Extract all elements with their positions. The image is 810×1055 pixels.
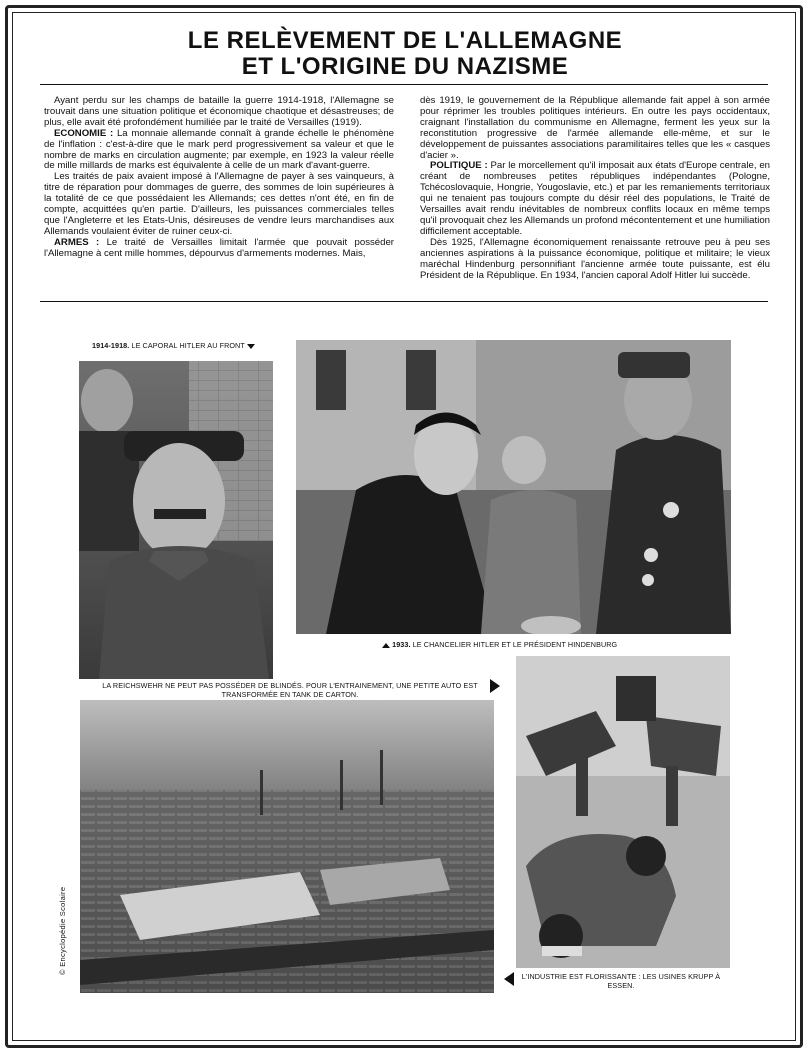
- paragraph-armes: [44, 238, 394, 260]
- paragraph-armee: dès 1919, le gouvernement de la République allemande fait appel à son armée pour réprimer les troubles politiques intérieurs. En outre les pays occidentaux, craignant l'installation du communisme en Allemagne, ferment les yeux sur la reconstitution progressive de l'armée allemande elle-même, et sur le développement de puissantes associations paramilitaires telles que les « casques d'acier ».: [420, 95, 770, 161]
- text-column-left: [44, 96, 394, 260]
- caption-chancelier-text: LE CHANCELIER HITLER ET LE PRÉSIDENT HINDENBURG: [410, 640, 618, 649]
- triangle-up-icon: [382, 643, 390, 648]
- paragraph-politique: [420, 161, 770, 237]
- photo-hitler-hindenburg: [296, 340, 731, 634]
- armes-text: Le traité de Versailles limitait l'armée que pouvait posséder l'Allemagne à cent mille hommes, dépourvus d'armements modernes. Mais,: [44, 236, 395, 259]
- economie-text: La monnaie allemande connaît à grande échelle le phénomène de l'inflation : c'est-à-dire que le mark perd progressivement sa valeur et que le nombre de marks en circulation augmente; par exemple, en 1923 la valeur réelle de mille millards de marks est équivalente à celle de un mark d'avant-guerre.: [44, 127, 394, 172]
- photo-tank-de-carton: [516, 656, 730, 968]
- paragraph-intro: Ayant perdu sur les champs de bataille la guerre 1914-1918, l'Allemagne se trouvait dans une situation politique et économique chaotique et désastreuses; de plus, elle avait été profondément humiliée par le traité de Versailles (1919).: [44, 95, 394, 128]
- paragraph-1925: Dès 1925, l'Allemagne économiquement renaissante retrouve peu à peu ses anciennes aspirations à la puissance économique, politique et militaire; le vieux maréchal Hindenburg personnifiant l'ancienne armée toute puissante, est élu Président de la République. En 1934, l'ancien caporal Adolf Hitler lui succède.: [420, 236, 770, 281]
- text-bottom-rule: [40, 301, 768, 302]
- politique-text: Par le morcellement qu'il imposait aux états d'Europe centrale, en créant de nombreuses petites républiques indépendantes (Pologne, Tchécoslovaquie, Hongrie, Yougoslavie, etc.) et par les remaniements territoriaux qui ne tenaient pas toujours compte du désir réel des populations, le Traité de Versailles avait rendu inévitables de nombreux conflits locaux en même temps qu'il provoquait chez les Allemands un profond mécontentement et une humiliation difficilement acceptable.: [420, 160, 770, 237]
- paragraph-economie: [44, 129, 394, 173]
- economie-label: ECONOMIE :: [54, 127, 114, 139]
- caption-caporal-year: 1914-1918.: [92, 341, 130, 350]
- caption-chancelier-year: 1933.: [392, 640, 411, 649]
- triangle-down-icon: [247, 344, 255, 349]
- paragraph-traites: Les traités de paix avaient imposé à l'Allemagne de payer à ses vainqueurs, à titre de réparation pour dommages de guerre, des sommes de loin supérieures à la totalité de ce que possédaient les Allemands; ces dettes n'ont été, en fin de compte, acquittées qu'en partie. D'ailleurs, les puissances commerciales telles que l'Angleterre et les Etats-Unis, désireuses de vendre leurs marchandises aux Allemands voulaient éviter de ruiner ceux-ci.: [44, 171, 394, 237]
- arrow-left-icon: [504, 972, 514, 986]
- photo-usines-krupp: [80, 700, 494, 993]
- caption-caporal: [92, 342, 255, 351]
- title-line-1: LE RELÈVEMENT DE L'ALLEMAGNE: [187, 27, 623, 54]
- caption-reichswehr: LA REICHSWEHR NE PEUT PAS POSSÉDER DE BLINDÉS. POUR L'ENTRAINEMENT, UNE PETITE AUTO EST TRANSFORMÉE EN TANK DE CARTON.: [102, 681, 478, 699]
- title-line-2: ET L'ORIGINE DU NAZISME: [241, 53, 569, 80]
- title-rule: [40, 84, 768, 85]
- arrow-right-icon: [490, 679, 500, 693]
- armes-label: ARMES :: [54, 236, 100, 248]
- page-title: [40, 28, 770, 80]
- copyright-notice: © Encyclopédie Scolaire: [58, 886, 67, 975]
- caption-caporal-text: LE CAPORAL HITLER AU FRONT: [129, 341, 245, 350]
- text-column-right: [420, 96, 770, 281]
- caption-industrie: L'INDUSTRIE EST FLORISSANTE : LES USINES KRUPP À ESSEN.: [521, 972, 721, 990]
- photo-caporal-hitler: [79, 361, 273, 679]
- politique-label: POLITIQUE :: [430, 160, 488, 172]
- caption-chancelier: [382, 641, 617, 650]
